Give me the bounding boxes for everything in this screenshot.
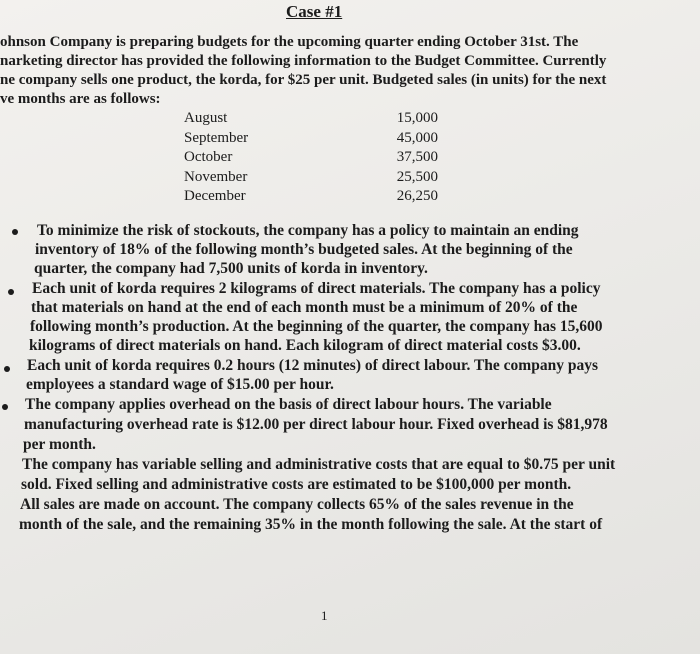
sales-row (184, 187, 438, 207)
sales-units: 26,250 (396, 188, 438, 204)
bullet-line: inventory of 18% of the following month’s budgeted sales. At the beginning of the (35, 241, 573, 258)
intro-line: ve months are as follows: (0, 91, 161, 107)
bullet-line: manufacturing overhead rate is $12.00 per direct labour hour. Fixed overhead is $81,978 (24, 416, 608, 433)
bullet-line: quarter, the company had 7,500 units of korda in inventory. (34, 260, 428, 277)
bullet-line: kilograms of direct materials on hand. Each kilogram of direct material costs $3.00. (29, 337, 581, 354)
intro-line: ne company sells one product, the korda, for $25 per unit. Budgeted sales (in units) for the next (0, 72, 607, 88)
sales-month: December (184, 188, 246, 204)
bullet-line: Each unit of korda requires 2 kilograms of direct materials. The company has a policy (32, 280, 601, 297)
sales-units: 45,000 (396, 129, 438, 146)
bullet-dot (2, 404, 8, 410)
bullet-line: To minimize the risk of stockouts, the company has a policy to maintain an ending (37, 222, 579, 239)
bullet-line: that materials on hand at the end of each month must be a minimum of 20% of the (31, 299, 578, 316)
intro-line: ohnson Company is preparing budgets for the upcoming quarter ending October 31st. The (0, 34, 579, 50)
bullet-line: Each unit of korda requires 0.2 hours (12 minutes) of direct labour. The company pays (27, 357, 598, 374)
intro-paragraph (0, 33, 700, 109)
bullet-line: employees a standard wage of $15.00 per hour. (26, 376, 334, 393)
sales-month: November (184, 168, 248, 185)
intro-line: narketing director has provided the following information to the Budget Committee. Currently (0, 53, 607, 69)
sales-units: 15,000 (396, 110, 438, 126)
sales-row (184, 129, 438, 149)
bullet-line: following month’s production. At the beginning of the quarter, the company has 15,600 (30, 318, 603, 335)
sales-month: October (184, 149, 233, 165)
bullet-line: The company applies overhead on the basis of direct labour hours. The variable (25, 396, 552, 413)
budgeted-sales-table (184, 109, 438, 207)
bullet-line: sold. Fixed selling and administrative costs are estimated to be $100,000 per month. (21, 476, 572, 493)
sales-month: September (184, 129, 249, 146)
bullet-line: per month. (23, 436, 96, 453)
sales-row (184, 109, 438, 129)
bullet-line: The company has variable selling and administrative costs that are equal to $0.75 per unit (22, 456, 616, 473)
sales-row (184, 168, 438, 188)
bullet-dot (4, 366, 10, 372)
page-title: Case #1 (286, 2, 343, 21)
bullet-line: All sales are made on account. The company collects 65% of the sales revenue in the (20, 496, 574, 513)
bullet-dot (8, 289, 14, 295)
sales-month: August (184, 110, 228, 126)
page-number: 1 (321, 608, 328, 623)
sales-row (184, 148, 438, 168)
bullet-line: month of the sale, and the remaining 35% in the month following the sale. At the start of (19, 516, 603, 533)
sales-units: 37,500 (396, 149, 438, 165)
sales-units: 25,500 (396, 168, 438, 185)
bullet-dot (12, 229, 18, 235)
